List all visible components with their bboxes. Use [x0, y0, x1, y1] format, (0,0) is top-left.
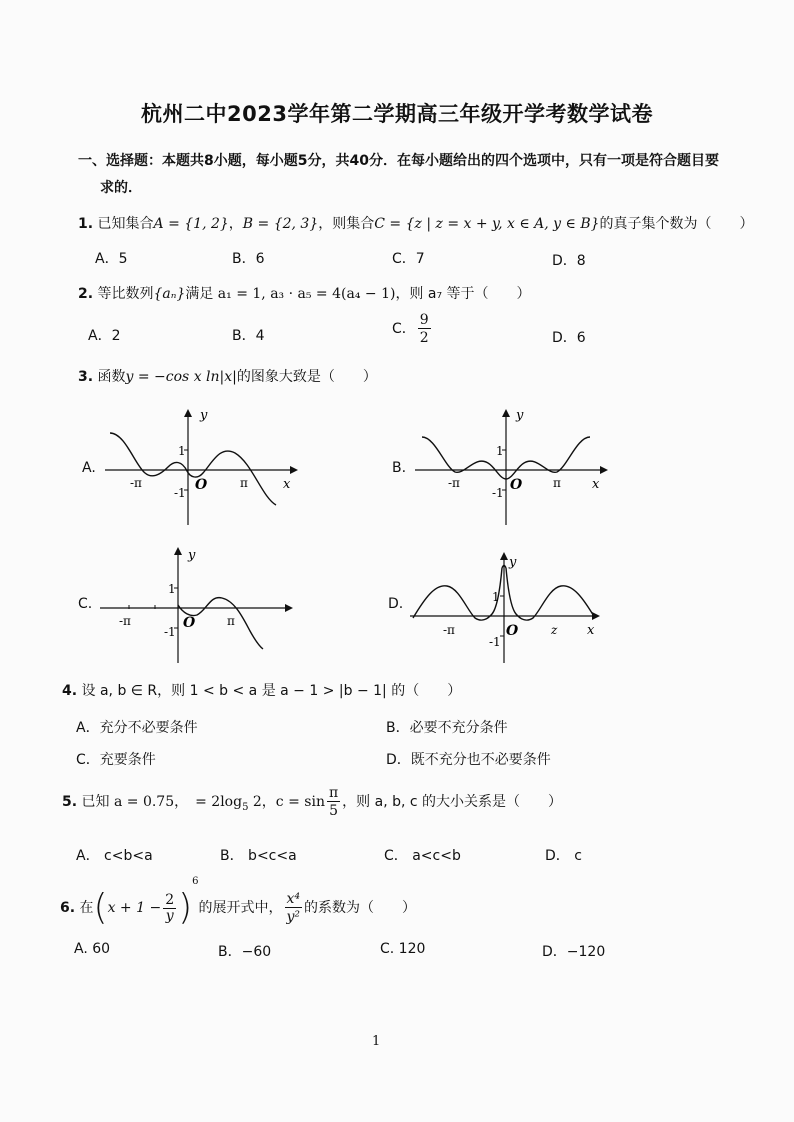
q5-fraction: $\frac{\pi}{5}$	[328, 785, 339, 819]
question-1: 1. 已知集合A = {1, 2}，B = {2, 3}，则集合C = {z | z = x + y, x ∈ A, y ∈ B}的真子集个数为（ ）	[78, 216, 754, 232]
question-number: 3.	[78, 369, 94, 385]
x-axis-arrow-icon	[285, 604, 293, 612]
x-label: x	[592, 477, 600, 492]
label-neg-pi: -π	[448, 476, 460, 490]
curve	[110, 433, 276, 505]
q1-prefix: 已知集合	[97, 216, 154, 232]
q1-option-c[interactable]: C．7	[392, 251, 425, 267]
q4-option-d[interactable]: D．既不充分也不必要条件	[386, 752, 551, 768]
q5-suffix: ，则 a, b, c 的大小关系是（ ）	[342, 794, 563, 810]
q6-suffix: 的系数为（ ）	[304, 900, 417, 916]
question-number: 1.	[78, 216, 94, 232]
q4-option-a[interactable]: A．充分不必要条件	[76, 720, 198, 736]
origin-label: O	[510, 477, 523, 493]
q4-option-b[interactable]: B．必要不充分条件	[386, 720, 508, 736]
q2-option-c-label: C．	[392, 321, 416, 337]
label-1: 1	[168, 582, 176, 596]
question-4	[62, 680, 461, 700]
origin-label: O	[195, 477, 208, 493]
q2-condition: 满足 a₁ = 1, a₃ · a₅ = 4(a₄ − 1)	[185, 286, 396, 302]
q1-mid: ，则集合	[318, 216, 375, 232]
q1-suffix: 的真子集个数为（ ）	[599, 216, 754, 232]
graph-c[interactable]	[95, 543, 295, 668]
page-title: 杭州二中2023学年第二学期高三年级开学考数学试卷	[141, 102, 653, 126]
q5-option-c[interactable]: C． a<c<b	[384, 848, 461, 864]
graph-b[interactable]	[410, 405, 610, 525]
label-neg-pi: -π	[119, 614, 131, 628]
label-1: 1	[178, 444, 186, 458]
y-axis-arrow-icon	[184, 409, 192, 417]
question-5	[62, 786, 562, 818]
x-axis-arrow-icon	[600, 466, 608, 474]
graph-a-label[interactable]: A.	[82, 460, 96, 476]
label-pi: π	[240, 476, 248, 490]
label-neg1: -1	[164, 625, 176, 639]
q6-option-a[interactable]: A. 60	[74, 941, 111, 957]
q2-prefix: 等比数列	[97, 286, 154, 302]
q6-inner-fraction: $\frac{2}{y}$	[165, 892, 175, 924]
q2-sequence: {aₙ}	[153, 286, 186, 302]
q6-expression: x + 1 −	[107, 900, 162, 916]
q1-option-d[interactable]: D．8	[552, 253, 586, 269]
q2-suffix: ，则 a₇ 等于（ ）	[395, 286, 531, 302]
section-heading-line2: 求的．	[100, 180, 142, 196]
y-label: y	[509, 555, 517, 570]
q4-option-c[interactable]: C．充要条件	[76, 752, 156, 768]
question-number: 4.	[62, 683, 78, 699]
q6-term-fraction: $\frac{\text{x⁴}}{\text{y²}}$	[286, 891, 301, 925]
x-label: x	[587, 623, 595, 638]
y-label: y	[200, 408, 208, 423]
q5-option-d[interactable]: D． c	[545, 848, 582, 864]
q5-mid: 2，c = sin	[248, 794, 325, 810]
q1-set-c: C = {z | z = x + y, x ∈ A, y ∈ B}	[374, 216, 600, 232]
q5-prefix: 已知 a = 0.75， = 2log	[81, 794, 243, 810]
y-label: y	[516, 408, 524, 423]
graph-a[interactable]	[100, 405, 300, 525]
question-number: 5.	[62, 794, 78, 810]
q5-log-base: 5	[242, 801, 249, 813]
label-neg-pi: -π	[130, 476, 142, 490]
label-1: 1	[496, 444, 504, 458]
q2-option-c[interactable]	[392, 313, 433, 345]
q1-set-a: A = {1, 2}	[153, 216, 229, 232]
y-axis-arrow-icon	[502, 409, 510, 417]
q6-power: 6	[192, 876, 199, 887]
x-label: x	[283, 477, 291, 492]
question-3	[78, 366, 377, 386]
y-label: y	[188, 548, 196, 563]
q1-set-b: B = {2, 3}	[242, 216, 319, 232]
q3-suffix: 的图象大致是（ ）	[236, 369, 377, 385]
q6-mid: 的展开式中，	[198, 900, 283, 916]
graph-c-label[interactable]: C.	[78, 596, 93, 612]
q3-prefix: 函数	[97, 369, 126, 385]
label-neg1: -1	[174, 486, 186, 500]
q6-option-d[interactable]: D．−120	[542, 944, 606, 960]
label-pi: π	[227, 614, 235, 628]
page-number: 1	[372, 1034, 381, 1049]
question-number: 6.	[60, 900, 76, 916]
q3-function: y = −cos x ln|x|	[125, 369, 237, 385]
label-1: 1	[492, 590, 500, 604]
q1-option-b[interactable]: B．6	[232, 251, 265, 267]
question-number: 2.	[78, 286, 94, 302]
graph-b-label[interactable]: B.	[392, 460, 407, 476]
q6-option-b[interactable]: B．−60	[218, 944, 272, 960]
label-pi-distorted: z	[551, 623, 558, 637]
y-axis-arrow-icon	[500, 552, 508, 560]
q2-option-a[interactable]: A．2	[88, 328, 121, 344]
label-pi: π	[553, 476, 561, 490]
q2-option-c-fraction: $\frac{9}{2}$	[419, 312, 429, 346]
graph-d-label[interactable]: D.	[388, 596, 404, 612]
q4-text: 设 a, b ∈ R，则 1 < b < a 是 a − 1 > |b − 1| 的（ ）	[81, 683, 462, 699]
q2-option-d[interactable]: D．6	[552, 330, 586, 346]
q5-option-b[interactable]: B． b<c<a	[220, 848, 297, 864]
origin-label: O	[183, 615, 196, 631]
graph-d[interactable]	[405, 548, 605, 668]
question-2	[78, 283, 531, 303]
label-neg-pi: -π	[443, 623, 455, 637]
q5-option-a[interactable]: A． c<b<a	[76, 848, 153, 864]
label-neg1: -1	[492, 486, 504, 500]
y-axis-arrow-icon	[174, 547, 182, 555]
x-axis-arrow-icon	[290, 466, 298, 474]
q2-option-b[interactable]: B．4	[232, 328, 265, 344]
origin-label: O	[506, 623, 519, 639]
q6-prefix: 在	[79, 900, 94, 916]
q1-option-a[interactable]: A．5	[95, 251, 128, 267]
question-6: 6. 在(x + 1 − $\frac{2}{y}$ )$^6$的展开式中， $\frac{\text{x⁴}}{\text{y²}}$ 的系数为（ ）	[60, 876, 417, 928]
label-neg1: -1	[489, 635, 501, 649]
section-heading-line1: 一、选择题：本题共8小题，每小题5分，共40分．在每小题给出的四个选项中，只有一项是符合题目要	[78, 153, 719, 169]
q6-option-c[interactable]: C. 120	[380, 941, 426, 957]
